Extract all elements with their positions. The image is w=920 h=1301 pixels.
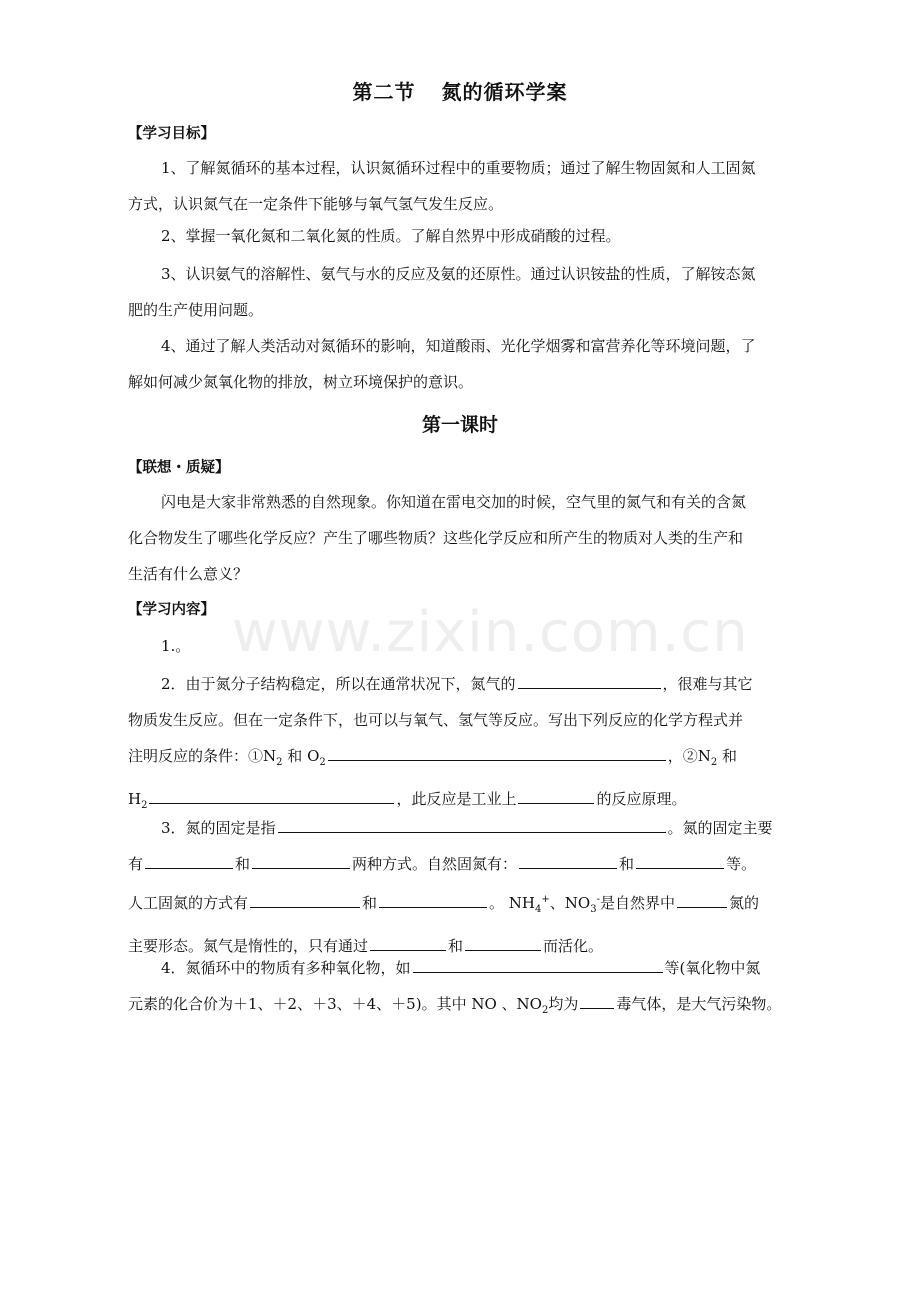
fill-blank[interactable]: [328, 744, 666, 761]
content-item-3: 3．氮的固定是指 。氮的固定主要 有 和 两种方式。自然固氮有： 和 等。 人工固氮的方式有 和 。 $NH_4^+$、$NO_3^-$是自然界中 氮的 主要形态。氮气是惰性的，只有通过 和 而活化。: [128, 810, 793, 964]
goal-4-line-1: 4、通过了解人类活动对氮循环的影响，知道酸雨、光化学烟雾和富营养化等环境问题，了: [161, 337, 756, 355]
fill-blank[interactable]: [252, 852, 350, 869]
goal-1: [128, 150, 793, 222]
goal-2: [128, 218, 793, 254]
fill-blank[interactable]: [250, 891, 360, 908]
goal-1-line-1: 1、了解氮循环的基本过程，认识氮循环过程中的重要物质；通过了解生物固氮和人工固氮: [161, 159, 756, 177]
think-paragraph: [128, 484, 793, 592]
goal-3-line-2: 肥的生产使用问题。: [128, 301, 264, 319]
fill-blank[interactable]: [370, 934, 446, 951]
fill-blank[interactable]: [379, 891, 487, 908]
goal-3-line-1: 3、认识氨气的溶解性、氨气与水的反应及氨的还原性。通过认识铵盐的性质，了解铵态氮: [161, 265, 756, 283]
fill-blank[interactable]: [278, 816, 666, 833]
fill-blank[interactable]: [145, 852, 233, 869]
goal-4: [128, 328, 793, 400]
goal-4-line-2: 解如何减少氮氧化物的排放，树立环境保护的意识。: [128, 373, 474, 391]
fill-blank[interactable]: [518, 672, 661, 689]
think-line-2: 化合物发生了哪些化学反应？产生了哪些物质？这些化学反应和所产生的物质对人类的生产和: [128, 529, 744, 547]
think-line-1: 闪电是大家非常熟悉的自然现象。你知道在雷电交加的时候，空气里的氮气和有关的含氮: [161, 493, 747, 511]
fill-blank[interactable]: [580, 992, 614, 1009]
goal-2-line-1: 2、掌握一氧化氮和二氧化氮的性质。了解自然界中形成硝酸的过程。: [161, 227, 621, 245]
fill-blank[interactable]: [413, 956, 663, 973]
fill-blank[interactable]: [636, 852, 724, 869]
page-title: [0, 76, 920, 105]
fill-blank[interactable]: [677, 891, 727, 908]
content-item-1: [128, 628, 793, 664]
fill-blank[interactable]: [465, 934, 541, 951]
section-think-heading: 【联想・质疑】: [128, 460, 230, 476]
section-content-heading: 【学习内容】: [128, 602, 215, 618]
title-part-1: 第二节: [352, 80, 416, 104]
title-part-2: 氮的循环学案: [441, 80, 568, 104]
watermark: www.zixin.com.cn: [232, 600, 749, 665]
content-item-4: 4．氮循环中的物质有多种氧化物，如 等(氧化物中氮 元素的化合价为＋1、＋2、＋3、＋4、＋5)。其中 NO 、$NO_2$均为 毒气体，是大气污染物。: [128, 950, 793, 1029]
lesson-heading: 第一课时: [421, 414, 498, 436]
content-1-text: 1.。: [161, 637, 191, 655]
goal-3: [128, 256, 793, 328]
fill-blank[interactable]: [149, 787, 394, 804]
fill-blank[interactable]: [519, 852, 617, 869]
goal-1-line-2: 方式，认识氮气在一定条件下能够与氧气氢气发生反应。: [128, 195, 504, 213]
think-line-3: 生活有什么意义？: [128, 565, 249, 583]
section-goals-heading: 【学习目标】: [128, 126, 215, 142]
content-item-2: 2．由于氮分子结构稳定，所以在通常状况下，氮气的 ，很难与其它 物质发生反应。但在一定条件下，也可以与氧气、氢气等反应。写出下列反应的化学方程式并 注明反应的条件：$①N_2$ 和 $O_2$ ，$②N_2$ 和 $H_2$ ，此反应是工业上 的反应原理。: [128, 666, 793, 824]
fill-blank[interactable]: [518, 787, 594, 804]
